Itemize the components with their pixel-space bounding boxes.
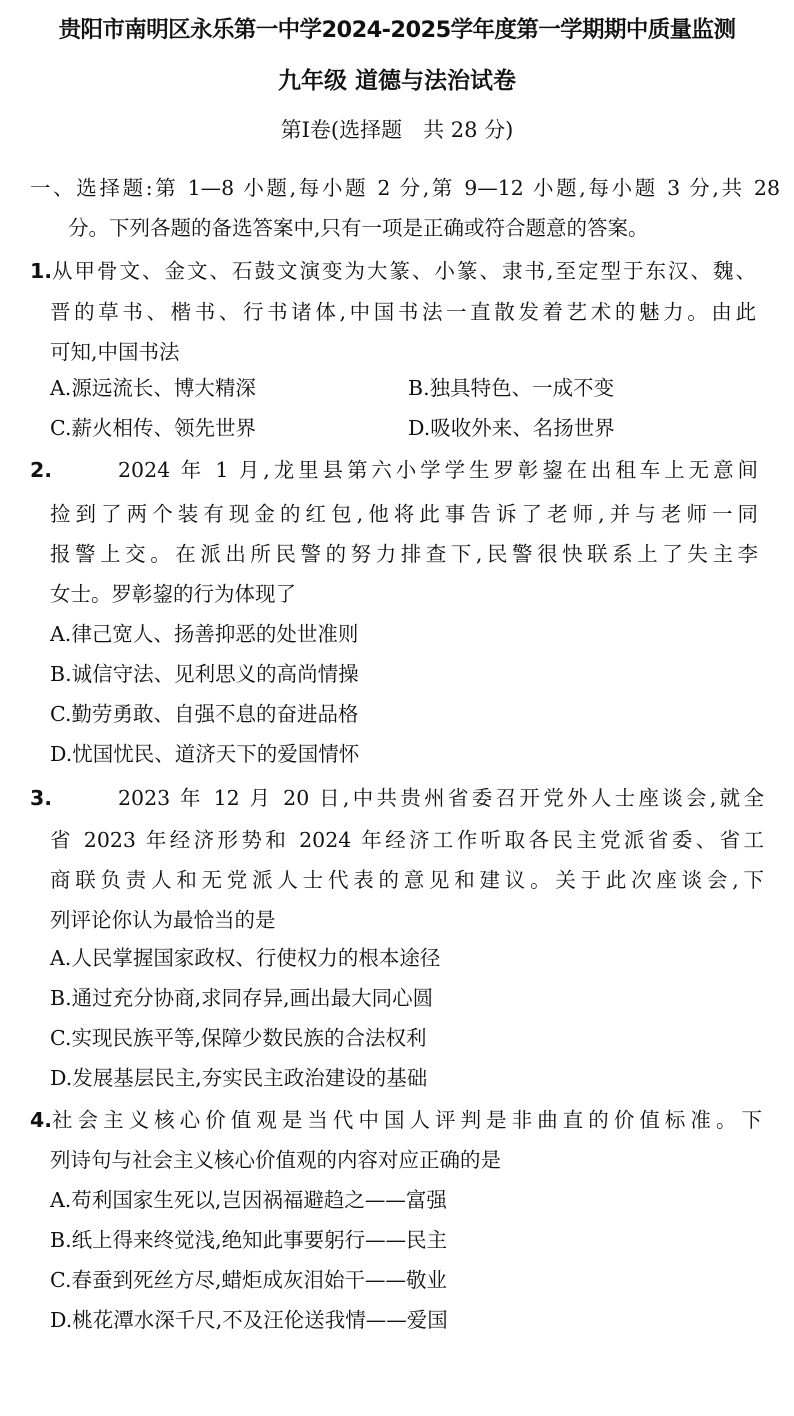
exam-subtitle: 九年级 道德与法治试卷	[277, 68, 516, 94]
question-number: 3.	[30, 786, 53, 810]
question-text-line: 捡到了两个装有现金的红包,他将此事告诉了老师,并与老师一同	[50, 502, 758, 526]
question-text-line: 2024 年 1 月,龙里县第六小学学生罗彰鋆在出租车上无意间	[118, 458, 758, 482]
question-text-line: 晋的草书、楷书、行书诸体,中国书法一直散发着艺术的魅力。由此	[50, 300, 756, 324]
question-text-line: 社会主义核心价值观是当代中国人评判是非曲直的价值标准。下	[52, 1108, 762, 1132]
question-text-line: 省 2023 年经济形势和 2024 年经济工作听取各民主党派省委、省工	[50, 828, 764, 852]
section-heading: 第Ⅰ卷(选择题 共 28 分)	[280, 118, 514, 142]
question-text-line: 列评论你认为最恰当的是	[50, 908, 276, 932]
option-b: B.通过充分协商,求同存异,画出最大同心圆	[50, 986, 434, 1010]
option-b: B.纸上得来终觉浅,绝知此事要躬行——民主	[50, 1228, 448, 1252]
option-a: A.律己宽人、扬善抑恶的处世准则	[50, 622, 359, 646]
question-text-line: 报警上交。在派出所民警的努力排查下,民警很快联系上了失主李	[50, 542, 758, 566]
option-d: D.忧国忧民、道济天下的爱国情怀	[50, 742, 360, 766]
instructions-line-2: 分。下列各题的备选答案中,只有一项是正确或符合题意的答案。	[68, 216, 649, 240]
option-c: C.春蚕到死丝方尽,蜡炬成灰泪始干——敬业	[50, 1268, 447, 1292]
option-b: B.独具特色、一成不变	[408, 376, 615, 400]
question-text-line: 女士。罗彰鋆的行为体现了	[50, 582, 296, 606]
option-c: C.薪火相传、领先世界	[50, 416, 256, 440]
option-c: C.实现民族平等,保障少数民族的合法权利	[50, 1026, 427, 1050]
exam-title: 贵阳市南明区永乐第一中学2024-2025学年度第一学期期中质量监测	[58, 17, 736, 43]
option-d: D.桃花潭水深千尺,不及汪伦送我情——爱国	[50, 1308, 448, 1332]
option-a: A.苟利国家生死以,岂因祸福避趋之——富强	[50, 1188, 447, 1212]
question-text-line: 从甲骨文、金文、石鼓文演变为大篆、小篆、隶书,至定型于东汉、魏、	[52, 259, 756, 283]
question-text-line: 可知,中国书法	[50, 340, 180, 364]
question-number: 2.	[30, 458, 53, 482]
question-text-line: 2023 年 12 月 20 日,中共贵州省委召开党外人士座谈会,就全	[118, 786, 764, 810]
instructions-line-1: 一、选择题:第 1—8 小题,每小题 2 分,第 9—12 小题,每小题 3 分,共 28	[30, 176, 780, 200]
option-d: D.发展基层民主,夯实民主政治建设的基础	[50, 1066, 428, 1090]
option-d: D.吸收外来、名扬世界	[408, 416, 615, 440]
option-a: A.人民掌握国家政权、行使权力的根本途径	[50, 946, 441, 970]
question-text-line: 列诗句与社会主义核心价值观的内容对应正确的是	[50, 1148, 501, 1172]
option-c: C.勤劳勇敢、自强不息的奋进品格	[50, 702, 359, 726]
question-number: 1.	[30, 259, 53, 283]
option-b: B.诚信守法、见利思义的高尚情操	[50, 662, 359, 686]
option-a: A.源远流长、博大精深	[50, 376, 256, 400]
question-number: 4.	[30, 1108, 53, 1132]
question-text-line: 商联负责人和无党派人士代表的意见和建议。关于此次座谈会,下	[50, 868, 764, 892]
